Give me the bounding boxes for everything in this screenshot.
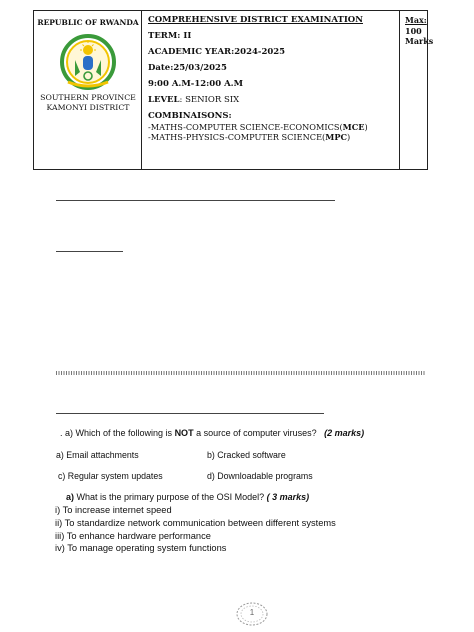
question-2-option-ii: ii) To standardize network communication between different systems [55, 518, 336, 528]
exam-title: COMPREHENSIVE DISTRICT EXAMINATION [148, 15, 363, 25]
academic-year-label: ACADEMIC YEAR:2024-2025 [148, 47, 286, 57]
header-right-cell [400, 11, 434, 173]
question-2-prefix: a) [66, 492, 75, 502]
term-label: TERM: II [148, 31, 192, 41]
province-label: SOUTHERN PROVINCE [40, 93, 136, 102]
combination-mce [148, 122, 399, 132]
combination-mpc-close: ) [347, 132, 351, 142]
page-number: 1 [249, 608, 255, 617]
question-1-option-d: d) Downloadable programs [207, 471, 313, 481]
question-1-option-b: b) Cracked software [207, 450, 286, 460]
question-1-prompt [60, 428, 364, 438]
combination-mpc-code: MPC [325, 132, 347, 142]
rwanda-coat-of-arms-icon [58, 32, 118, 92]
question-1-text-end: a source of computer viruses? [193, 428, 317, 438]
blank-rule-3 [56, 413, 324, 414]
max-marks-label: Max: [405, 15, 427, 25]
question-2-marks: ( 3 marks) [266, 492, 310, 502]
combination-mce-code: MCE [342, 122, 365, 132]
header-left-cell [34, 11, 142, 169]
exam-header-table [33, 10, 434, 170]
question-1-option-c: c) Regular system updates [58, 471, 163, 481]
combination-mpc-text: -MATHS-PHYSICS-COMPUTER SCIENCE( [148, 132, 326, 142]
question-1-option-a: a) Email attachments [56, 450, 139, 460]
level-label: LEVEL [148, 95, 180, 105]
question-2-text: What is the primary purpose of the OSI Model? [74, 492, 265, 502]
max-marks-value: 100 Marks [405, 26, 434, 46]
blank-rule-2 [56, 251, 123, 252]
combination-mce-close: ) [364, 122, 368, 132]
republic-label: REPUBLIC OF RWANDA [37, 18, 139, 27]
question-2-prompt [66, 492, 309, 502]
exam-date: Date:25/03/2025 [148, 63, 227, 73]
level-value: : SENIOR SIX [179, 95, 240, 105]
question-1-emphasis: NOT [174, 428, 194, 438]
exam-time: 9:00 A.M-12:00 A.M [148, 79, 244, 89]
question-1-marks: (2 marks) [324, 428, 365, 438]
combinations-label: COMBINAISONS: [148, 111, 232, 121]
header-middle-cell [142, 11, 400, 169]
question-2-option-iii: iii) To enhance hardware performance [55, 531, 211, 541]
question-2-option-iv: iv) To manage operating system functions [55, 543, 227, 553]
district-label: KAMONYI DISTRICT [46, 103, 130, 112]
question-1-text: . a) Which of the following is [60, 428, 175, 438]
level-line [148, 95, 399, 105]
combination-mce-text: -MATHS-COMPUTER SCIENCE-ECONOMICS( [148, 122, 343, 132]
blank-rule-1 [56, 200, 335, 201]
combination-mpc [148, 132, 399, 142]
dotted-separator [56, 371, 425, 375]
question-2-option-i: i) To increase internet speed [55, 505, 172, 515]
